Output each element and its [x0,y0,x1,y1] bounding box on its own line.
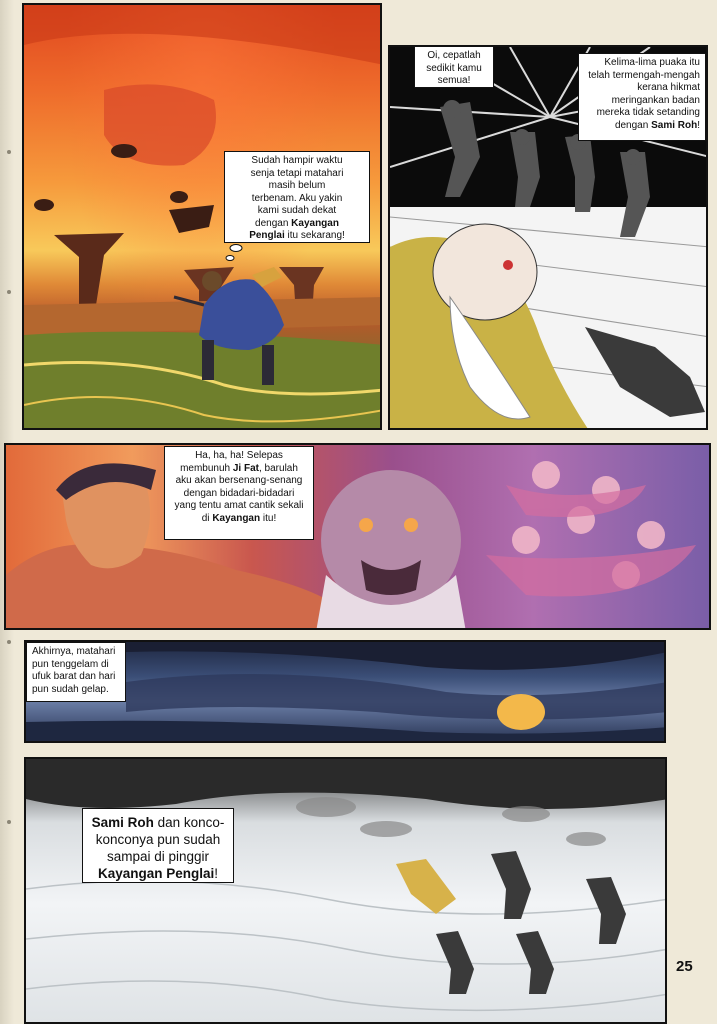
caption-text: Akhirnya, matahari [32,646,116,657]
bubble-text: sedikit kamu [426,62,482,74]
bubble-text: aku akan bersenang-senang [175,475,303,486]
caption-text: Kayangan Penglai! [97,866,219,881]
binding-hole [7,290,11,294]
speech-bubble-villain [164,446,314,540]
villain-illustration [6,445,711,630]
narration-caption-sunset [26,642,126,702]
panel-misty-edge [24,757,667,1024]
caption-text: dengan Sami Roh! [614,119,700,131]
caption-text: telah termengah-mengah [588,69,700,81]
binding-hole [7,150,11,154]
bubble-text: dengan Kayangan [255,217,339,229]
page-number: 25 [676,958,693,975]
panel-villain [4,443,711,630]
panel-sunset-desert [22,3,382,430]
caption-text: Sami Roh dan konco- [91,815,225,830]
caption-text: konconya pun sudah [95,832,221,847]
caption-text: sampai di pinggir [106,849,210,864]
caption-text: pun sudah gelap. [32,683,109,695]
narration-caption-arrival [82,808,234,883]
caption-text: ufuk barat dan hari [32,671,116,682]
caption-text: pun tenggelam di [32,658,109,670]
bubble-text: dengan bidadari-bidadari [183,487,295,499]
caption-text: kerana hikmat [637,82,700,93]
binding-hole [7,640,11,644]
bubble-text: kami sudah dekat [257,205,337,216]
bubble-text: Penglai itu sekarang! [249,230,345,241]
caption-text: mereka tidak setanding [596,107,700,118]
bubble-text: di Kayangan itu! [201,512,277,524]
bubble-text: senja tetapi matahari [250,167,344,179]
bubble-text: Ha, ha, ha! Selepas [195,450,283,461]
bubble-text: masih belum [268,180,326,191]
caption-text: meringankan badan [611,94,700,106]
bubble-text: membunuh Ji Fat, barulah [180,462,298,474]
caption-text: Kelima-lima puaka itu [604,57,700,68]
panel-night-sky [24,640,666,743]
bubble-text: Oi, cepatlah [427,50,481,61]
binding-hole [7,820,11,824]
narration-caption-panel2 [578,53,706,141]
bubble-text: Sudah hampir waktu [251,155,343,166]
bubble-text: semua! [437,75,471,86]
bubble-text: yang tentu amat cantik sekali [174,500,304,511]
speech-bubble-old-master [414,46,494,88]
panel-old-master [388,45,708,430]
bubble-text: terbenam. Aku yakin [251,192,343,204]
misty-landscape-illustration [26,759,667,1024]
speech-bubble-sami-roh [224,151,370,243]
